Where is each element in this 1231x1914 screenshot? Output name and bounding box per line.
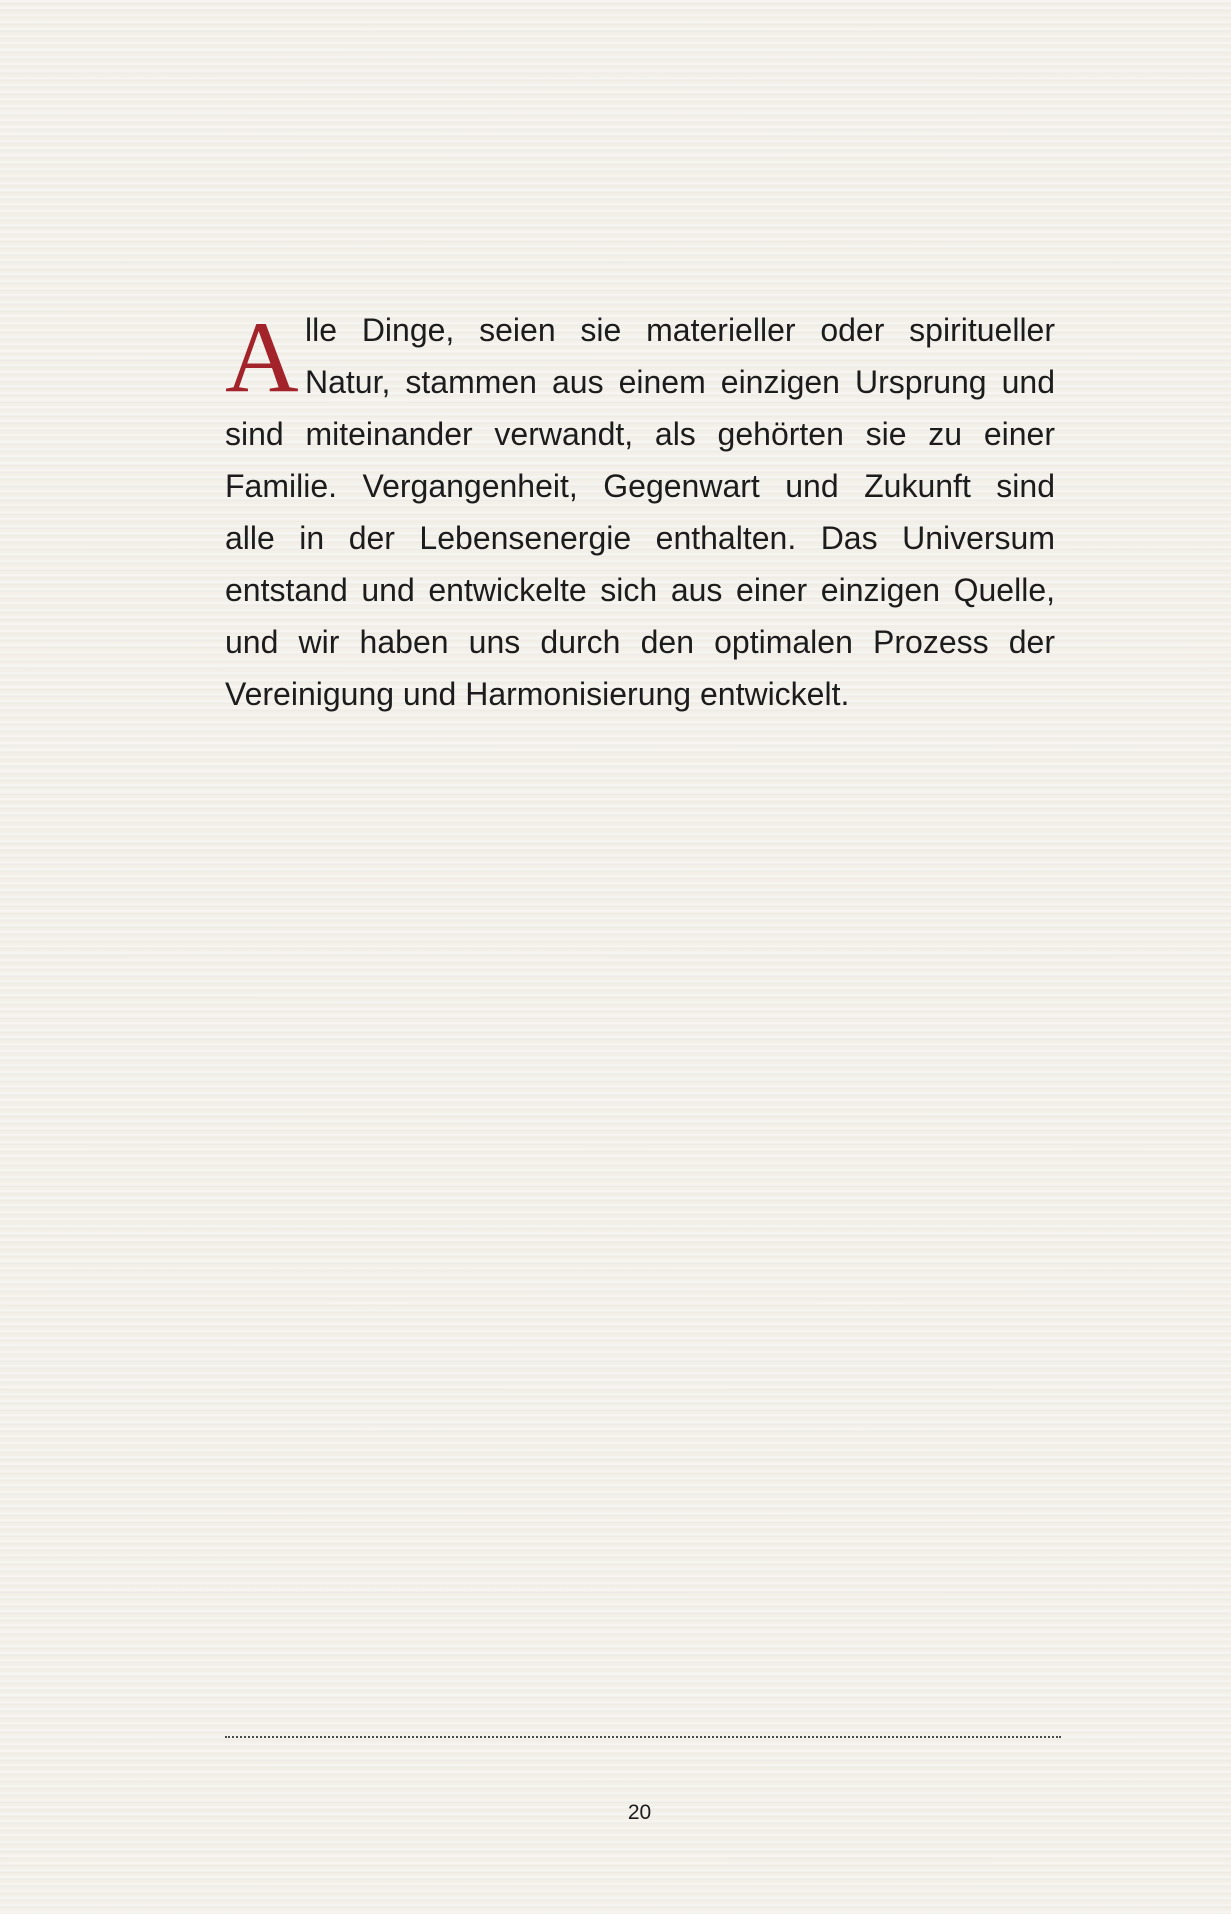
paragraph-line: sind miteinander verwandt, als gehörten sie zu einer (225, 416, 1055, 452)
footer-divider (225, 1736, 1061, 1738)
paragraph-line: Natur, stammen aus einem einzigen Ursprung und (305, 364, 1055, 400)
page-number: 20 (627, 1801, 652, 1824)
drop-cap-initial: A (225, 301, 299, 414)
paragraph-line: alle in der Lebensenergie enthalten. Das Universum (225, 520, 1055, 556)
paragraph-line: entstand und entwickelte sich aus einer einzigen Quelle, (225, 572, 1055, 608)
paragraph-line: Familie. Vergangenheit, Gegenwart und Zukunft sind (225, 468, 1055, 504)
body-paragraph (225, 301, 1055, 720)
paragraph-line: und wir haben uns durch den optimalen Prozess der (225, 624, 1055, 660)
paragraph-line: Vereinigung und Harmonisierung entwickelt. (225, 676, 850, 712)
paragraph-line: lle Dinge, seien sie materieller oder spiritueller (305, 312, 1055, 348)
